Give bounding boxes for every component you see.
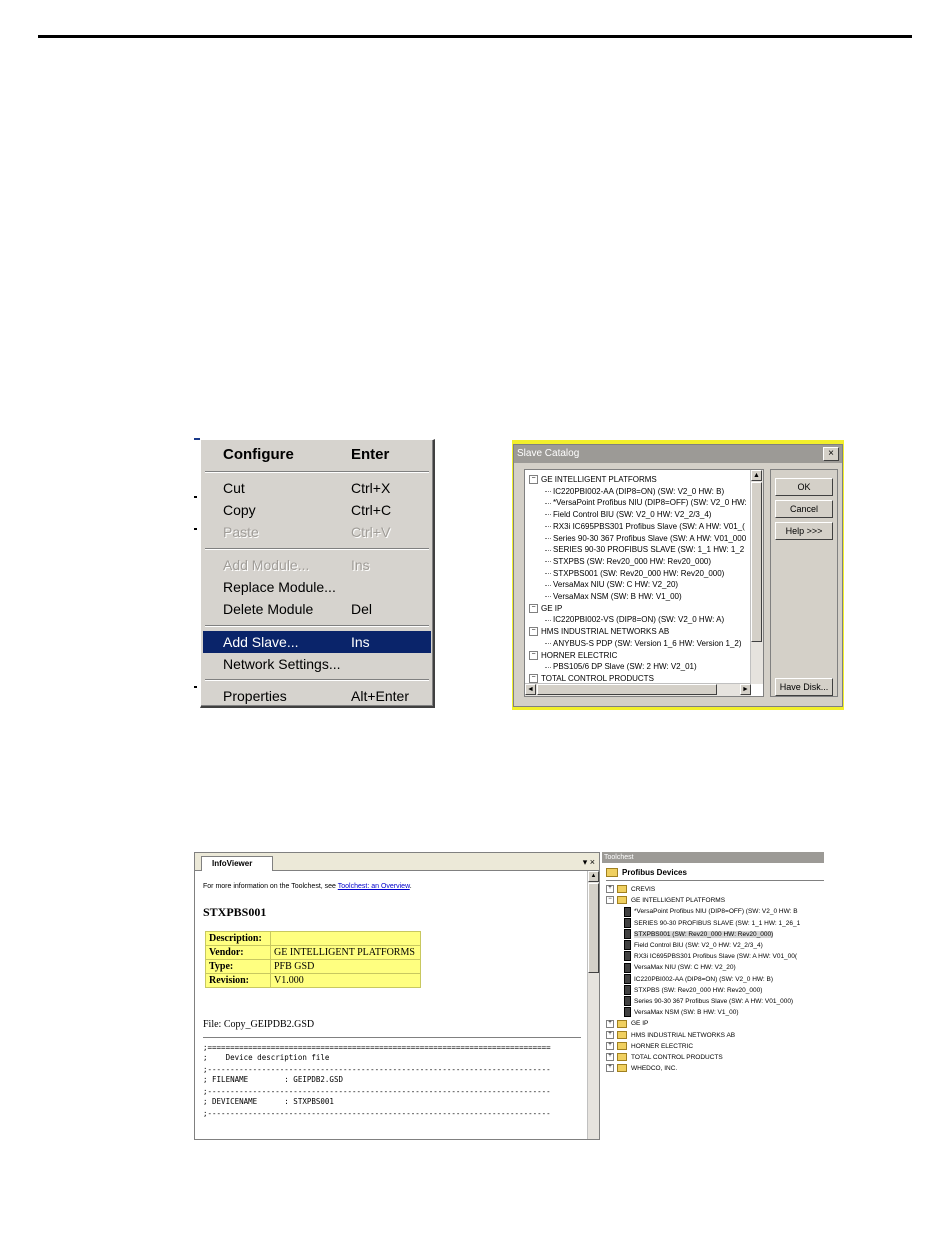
toolchest-device-node[interactable]: [624, 1007, 739, 1018]
info-table-row: [206, 960, 421, 974]
toolchest-panel: [602, 852, 824, 1140]
menu-item-shortcut: Ins: [351, 634, 370, 650]
tab-infoviewer[interactable]: InfoViewer: [201, 856, 273, 871]
toolchest-folder-node[interactable]: [606, 884, 655, 895]
menu-item-shortcut: Alt+Enter: [351, 688, 409, 704]
tree-device-node[interactable]: [545, 661, 697, 673]
menu-item-add-slave[interactable]: [203, 631, 431, 653]
toolchest-node-label: Series 90-30 367 Profibus Slave (SW: A HW: V01_000): [634, 998, 794, 1005]
file-line: File: Copy_GEIPDB2.GSD: [203, 1019, 315, 1030]
info-table-row: [206, 974, 421, 988]
device-icon: [624, 929, 631, 939]
expand-icon[interactable]: +: [606, 1031, 614, 1039]
context-menu-screenshot: [194, 436, 440, 710]
toolchest-folder-node[interactable]: [606, 1063, 677, 1074]
menu-item-properties[interactable]: [203, 685, 431, 707]
menu-item-replace-module[interactable]: [203, 576, 431, 598]
menu-item-label: Replace Module...: [223, 579, 336, 595]
menu-item-label: Cut: [223, 480, 245, 496]
toolchest-node-label: VersaMax NSM (SW: B HW: V1_00): [634, 1009, 739, 1017]
folder-icon: [617, 1031, 627, 1039]
slave-catalog-dialog: [512, 440, 844, 710]
menu-item-label: Delete Module: [223, 601, 314, 617]
menu-separator: [205, 548, 429, 550]
gsd-code-line: ; Device description file: [203, 1053, 330, 1062]
horizontal-scrollbar[interactable]: [525, 683, 751, 696]
ok-button[interactable]: OK: [775, 478, 833, 496]
menu-separator: [205, 471, 429, 473]
menu-item-shortcut: Enter: [351, 446, 390, 463]
tree-device-node[interactable]: [545, 579, 678, 591]
tree-node-label: STXPBS001 (SW: Rev20_000 HW: Rev20_000): [553, 568, 725, 578]
device-icon: [624, 1007, 631, 1017]
toolchest-node-label: HMS INDUSTRIAL NETWORKS AB: [631, 1031, 736, 1039]
tree-device-node[interactable]: [545, 591, 682, 603]
collapse-icon[interactable]: −: [606, 896, 614, 904]
toolchest-folder-node[interactable]: [606, 1041, 693, 1052]
info-table-value: V1.000: [271, 974, 421, 988]
toolchest-device-node[interactable]: [624, 962, 736, 973]
device-icon: [624, 963, 631, 973]
device-icon: [624, 918, 631, 928]
divider: [203, 1037, 581, 1038]
toolchest-folder-node[interactable]: [606, 1052, 723, 1063]
toolchest-title: Toolchest: [602, 852, 824, 863]
toolchest-node-label: GE INTELLIGENT PLATFORMS: [631, 897, 726, 905]
info-line: [203, 883, 412, 890]
toolchest-node-label: *VersaPoint Profibus NIU (DIP8=OFF) (SW: V2_0 HW: B: [634, 908, 798, 916]
page-top-rule: [38, 35, 912, 38]
collapse-icon[interactable]: −: [529, 627, 538, 636]
tree-node-label: SERIES 90-30 PROFIBUS SLAVE (SW: 1_1 HW: 1_2: [553, 545, 745, 555]
dialog-title: Slave Catalog: [517, 448, 580, 459]
info-table-value: GE INTELLIGENT PLATFORMS: [271, 946, 421, 960]
info-table-key: Description:: [206, 932, 271, 946]
toolchest-device-node[interactable]: [624, 918, 800, 929]
toolchest-node-label: IC220PBI002-AA (DIP8=ON) (SW: V2_0 HW: B): [634, 975, 774, 983]
tree-line: [545, 538, 551, 539]
menu-item-network-settings[interactable]: [203, 653, 431, 675]
tree-node-label: ANYBUS-S PDP (SW: Version 1_6 HW: Version 1_2): [553, 638, 742, 648]
menu-item-shortcut: Ins: [351, 557, 370, 573]
toolchest-overview-link[interactable]: Toolchest: an Overview: [337, 883, 410, 890]
scroll-up-icon[interactable]: ▲: [588, 871, 599, 882]
tree-node-label: Field Control BIU (SW: V2_0 HW: V2_2/3_4): [553, 510, 712, 520]
menu-item-label: Paste: [223, 524, 259, 540]
scroll-right-icon[interactable]: ►: [740, 684, 751, 695]
toolchest-folder-node[interactable]: [606, 1018, 648, 1029]
context-menu: [200, 439, 435, 708]
tree-node-label: PBS105/6 DP Slave (SW: 2 HW: V2_01): [553, 662, 697, 672]
tree-device-node[interactable]: [545, 638, 742, 650]
menu-item-delete-module[interactable]: [203, 598, 431, 620]
expand-icon[interactable]: +: [606, 1020, 614, 1028]
toolchest-device-node[interactable]: [624, 906, 798, 917]
gsd-code-line: ; DEVICENAME : STXPBS001: [203, 1097, 334, 1106]
help-button[interactable]: Help >>>: [775, 522, 833, 540]
expand-icon[interactable]: +: [606, 1042, 614, 1050]
menu-item-add-module: [203, 554, 431, 576]
toolchest-node-label: RX3i IC695PBS301 Profibus Slave (SW: A HW: V01_00(: [634, 953, 798, 961]
infoviewer-panel: [194, 852, 600, 1140]
device-icon: [624, 907, 631, 917]
gsd-code-line: ; FILENAME : GEIPDB2.GSD: [203, 1075, 343, 1084]
toolchest-folder-node[interactable]: [606, 895, 725, 906]
toolchest-node-label: STXPBS (SW: Rev20_000 HW: Rev20_000): [634, 986, 763, 994]
toolchest-node-label: CREVIS: [631, 886, 656, 893]
collapse-icon[interactable]: −: [529, 674, 538, 683]
infoviewer-scrollbar[interactable]: [587, 871, 599, 1139]
device-icon: [624, 951, 631, 961]
toolchest-drawer-header[interactable]: [606, 866, 824, 881]
scroll-left-icon[interactable]: ◄: [525, 684, 536, 695]
scroll-thumb-horizontal[interactable]: [537, 684, 717, 695]
menu-item-label: Add Module...: [223, 557, 310, 573]
toolchest-device-node[interactable]: [624, 951, 797, 962]
toolchest-device-node[interactable]: [624, 985, 762, 996]
menu-item-label: Copy: [223, 502, 256, 518]
menu-separator: [205, 625, 429, 627]
panel-controls-icon[interactable]: ▾ ×: [582, 857, 595, 867]
device-icon: [624, 996, 631, 1006]
tree-vendor-node[interactable]: [529, 650, 617, 662]
folder-icon: [617, 1020, 627, 1028]
tree-node-label: Series 90-30 367 Profibus Slave (SW: A HW: V01_000: [553, 533, 747, 543]
info-table-key: Vendor:: [206, 946, 271, 960]
tree-line: [545, 573, 551, 574]
tree-line: [545, 620, 551, 621]
toolchest-node-label: WHEDCO, INC.: [631, 1065, 678, 1073]
tree-line: [545, 491, 551, 492]
device-icon: [624, 940, 631, 950]
toolchest-device-node[interactable]: [624, 940, 763, 951]
gsd-code-line: ;============================================================================: [203, 1043, 551, 1052]
collapse-icon[interactable]: −: [529, 604, 538, 613]
device-icon: [624, 974, 631, 984]
info-table-row: [206, 932, 421, 946]
gsd-code-line: ;----------------------------------------------------------------------------: [203, 1087, 551, 1096]
folder-icon: [617, 1042, 627, 1050]
gsd-code-line: ;----------------------------------------------------------------------------: [203, 1109, 551, 1118]
tree-device-node[interactable]: [545, 544, 744, 556]
tree-device-node[interactable]: [545, 509, 711, 521]
info-table-key: Type:: [206, 960, 271, 974]
info-suffix: .: [409, 883, 412, 890]
toolchest-node-label: GE IP: [631, 1020, 649, 1028]
info-table-value: PFB GSD: [271, 960, 421, 974]
tree-vendor-node[interactable]: [529, 626, 669, 638]
close-icon[interactable]: ×: [823, 447, 839, 461]
tree-node-label: *VersaPoint Profibus NIU (DIP8=OFF) (SW: V2_0 HW:: [553, 498, 747, 508]
info-prefix: For more information on the Toolchest, see: [203, 883, 338, 890]
tree-device-node[interactable]: [545, 497, 747, 509]
folder-icon: [617, 1064, 627, 1072]
tree-line: [545, 550, 551, 551]
folder-icon: [617, 1053, 627, 1061]
tree-line: [545, 503, 551, 504]
toolchest-folder-node[interactable]: [606, 1030, 735, 1041]
info-table-key: Revision:: [206, 974, 271, 988]
slave-tree[interactable]: [524, 469, 764, 697]
infoviewer-tab-bar: [195, 853, 599, 871]
folder-icon: [617, 885, 627, 893]
menu-item-shortcut: Del: [351, 601, 373, 617]
menu-item-cut[interactable]: [203, 477, 431, 499]
tree-line: [545, 643, 551, 644]
tree-device-node[interactable]: [545, 521, 745, 533]
tree-line: [545, 585, 551, 586]
menu-item-label: Configure: [223, 446, 294, 463]
menu-item-shortcut: Ctrl+C: [351, 502, 392, 518]
menu-item-label: Add Slave...: [223, 634, 299, 650]
tree-device-node[interactable]: [545, 556, 711, 568]
menu-item-shortcut: Ctrl+X: [351, 480, 391, 496]
menu-separator: [205, 679, 429, 681]
expand-icon[interactable]: +: [606, 1064, 614, 1072]
info-table-row: [206, 946, 421, 960]
tree-node-label: HORNER ELECTRIC: [541, 650, 618, 660]
menu-item-paste: [203, 521, 431, 543]
menu-item-label: Network Settings...: [223, 656, 341, 672]
scroll-thumb[interactable]: [751, 482, 762, 642]
gsd-code-line: ;----------------------------------------------------------------------------: [203, 1065, 551, 1074]
tree-node-label: VersaMax NSM (SW: B HW: V1_00): [553, 592, 682, 601]
scroll-up-icon[interactable]: ▲: [751, 470, 762, 481]
menu-item-shortcut: Ctrl+V: [351, 524, 391, 540]
tree-node-label: STXPBS (SW: Rev20_000 HW: Rev20_000): [553, 556, 711, 566]
tree-node-label: GE INTELLIGENT PLATFORMS: [541, 475, 657, 484]
device-info-table: [205, 931, 421, 988]
toolchest-node-label: VersaMax NIU (SW: C HW: V2_20): [634, 964, 736, 972]
folder-icon: [606, 868, 618, 877]
scroll-thumb[interactable]: [588, 883, 599, 973]
menu-item-copy[interactable]: [203, 499, 431, 521]
tree-node-label: HMS INDUSTRIAL NETWORKS AB: [541, 627, 670, 637]
tree-node-label: GE IP: [541, 603, 563, 613]
toolchest-node-label: HORNER ELECTRIC: [631, 1042, 694, 1050]
toolchest-device-node[interactable]: [624, 974, 773, 985]
info-table-value: [271, 932, 421, 946]
toolchest-device-node[interactable]: [624, 929, 773, 940]
menu-item-configure[interactable]: [203, 444, 431, 466]
device-icon: [624, 985, 631, 995]
tree-vendor-node[interactable]: [529, 474, 657, 486]
tree-line: [545, 596, 551, 597]
tree-node-label: IC220PBI002-VS (DIP8=ON) (SW: V2_0 HW: A): [553, 615, 725, 625]
collapse-icon[interactable]: −: [529, 651, 538, 660]
tree-vendor-node[interactable]: [529, 603, 562, 615]
dialog-title-bar: [514, 445, 842, 463]
tree-node-label: RX3i IC695PBS301 Profibus Slave (SW: A HW: V01_(: [553, 521, 745, 531]
expand-icon[interactable]: +: [606, 1053, 614, 1061]
tree-node-label: VersaMax NIU (SW: C HW: V2_20): [553, 580, 679, 590]
toolchest-node-label: STXPBS001 (SW: Rev20_000 HW: Rev20_000): [634, 930, 774, 938]
cancel-button[interactable]: Cancel: [775, 500, 833, 518]
tree-line: [545, 514, 551, 515]
toolchest-node-label: SERIES 90-30 PROFIBUS SLAVE (SW: 1_1 HW: 1_26_1: [634, 919, 801, 927]
expand-icon[interactable]: +: [606, 885, 614, 893]
toolchest-node-label: Field Control BIU (SW: V2_0 HW: V2_2/3_4): [634, 942, 763, 949]
toolchest-device-node[interactable]: [624, 996, 793, 1007]
vertical-scrollbar[interactable]: [750, 470, 763, 684]
tree-device-node[interactable]: [545, 614, 724, 626]
toolchest-node-label: TOTAL CONTROL PRODUCTS: [631, 1054, 723, 1061]
drawer-label: Profibus Devices: [622, 868, 687, 877]
tree-line: [545, 561, 551, 562]
tree-line: [545, 526, 551, 527]
menu-item-label: Properties: [223, 688, 287, 704]
collapse-icon[interactable]: −: [529, 475, 538, 484]
tree-device-node[interactable]: [545, 486, 724, 498]
dialog-button-panel: [770, 469, 838, 697]
folder-icon: [617, 896, 627, 904]
tree-device-node[interactable]: [545, 533, 746, 545]
have-disk-button[interactable]: Have Disk...: [775, 678, 833, 696]
tree-node-label: IC220PBI002-AA (DIP8=ON) (SW: V2_0 HW: B): [553, 486, 725, 496]
tree-device-node[interactable]: [545, 568, 724, 580]
tree-line: [545, 667, 551, 668]
device-heading: STXPBS001: [203, 905, 267, 919]
tree-node-label: TOTAL CONTROL PRODUCTS: [541, 673, 654, 683]
